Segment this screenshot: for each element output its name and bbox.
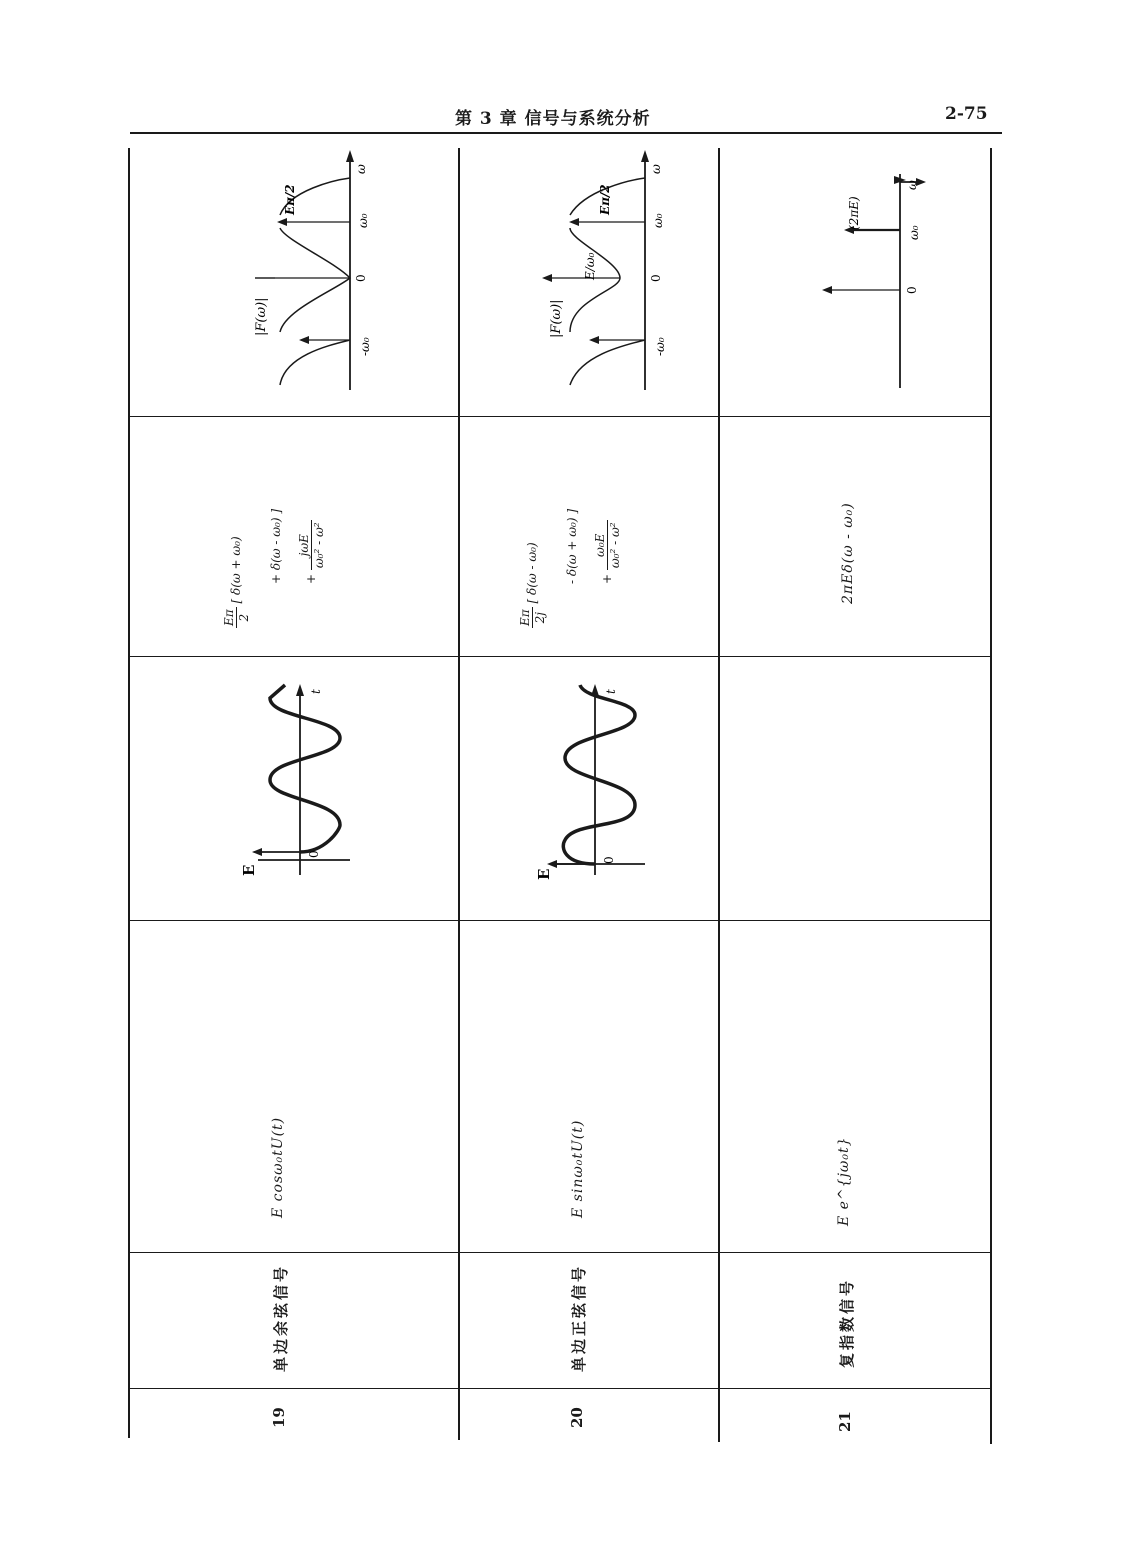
row-number: 19 <box>270 1407 288 1428</box>
chapter-title: 第 3 章 信号与系统分析 <box>455 109 651 129</box>
transform-line3-prefix: + <box>600 573 614 584</box>
transform-line3-den: ω₀² - ω² <box>312 522 326 569</box>
transform-line2: - δ(ω + ω₀) ] <box>565 508 579 584</box>
waveform-plot <box>525 680 655 890</box>
spectrum-label-pos: ω₀ <box>356 213 370 228</box>
wave-label-zero: 0 <box>307 850 321 858</box>
header-rule <box>130 132 1002 134</box>
spectrum-label-pos: ω₀ <box>651 213 665 228</box>
wave-label-e: E <box>535 868 553 880</box>
transform-frac-num: Eπ <box>222 609 236 626</box>
spectrum-label-zero: 0 <box>905 286 919 294</box>
signal-name: 复指数信号 <box>838 1277 856 1368</box>
column-divider <box>130 920 990 921</box>
fourier-transform: 2πEδ(ω - ω₀) <box>840 502 856 604</box>
spectrum-label-peak: Eπ/2 <box>283 184 297 215</box>
spectrum-label-mag: |F(ω)| <box>254 297 269 336</box>
transform-frac-den: 2j <box>533 612 547 624</box>
wave-label-zero: 0 <box>602 856 616 864</box>
spectrum-label-mid: E/ω₀ <box>583 252 597 280</box>
transform-line1: [ δ(ω - ω₀) <box>525 542 539 604</box>
waveform-plot <box>230 680 360 890</box>
spectrum-plot <box>540 150 730 400</box>
transform-line1: [ δ(ω + ω₀) <box>229 536 243 604</box>
column-divider <box>130 416 990 417</box>
row-divider <box>990 148 992 1444</box>
fourier-transform <box>222 509 326 628</box>
spectrum-plot <box>245 150 435 400</box>
spectrum-label-omega: ω <box>905 180 919 190</box>
transform-line3-num: ω₀E <box>593 520 608 570</box>
column-divider <box>130 1252 990 1253</box>
spectrum-label-zero: 0 <box>649 274 663 282</box>
spectrum-label-neg: -ω₀ <box>653 337 667 356</box>
transform-line2: + δ(ω - ω₀) ] <box>269 508 283 584</box>
signal-name: 单边余弦信号 <box>272 1263 290 1372</box>
page-number: 2-75 <box>945 104 988 124</box>
wave-label-e: E <box>240 864 258 876</box>
transform-line3-den: ω₀² - ω² <box>608 522 622 569</box>
wave-label-t: t <box>604 689 618 694</box>
row-number: 20 <box>568 1407 586 1428</box>
spectrum-label-zero: 0 <box>354 274 368 282</box>
transform-frac-num: Eπ <box>518 609 532 626</box>
spectrum-label-mag: |F(ω)| <box>549 299 564 338</box>
spectrum-label-omega: ω <box>354 164 368 174</box>
transform-line3-prefix: + <box>304 573 318 584</box>
wave-label-t: t <box>309 689 323 694</box>
fourier-transform <box>518 509 622 628</box>
spectrum-plot <box>820 160 950 400</box>
signal-expression: E cosω₀tU(t) <box>270 1116 286 1218</box>
column-divider <box>130 656 990 657</box>
signal-expression: E e^{jω₀t} <box>836 1136 852 1226</box>
column-divider <box>130 1388 990 1389</box>
spectrum-label-peak: Eπ/2 <box>598 184 612 215</box>
spectrum-label-pos: ω₀ <box>907 225 921 240</box>
row-divider <box>458 148 460 1440</box>
signal-expression: E sinω₀tU(t) <box>570 1119 586 1218</box>
signal-name: 单边正弦信号 <box>570 1263 588 1372</box>
spectrum-label-neg: -ω₀ <box>358 337 372 356</box>
transform-frac-den: 2 <box>237 613 251 622</box>
row-divider <box>128 148 130 1438</box>
transform-line3-num: jωE <box>297 520 312 570</box>
spectrum-label-peak: (2πE) <box>847 196 861 230</box>
row-number: 21 <box>836 1411 854 1432</box>
spectrum-label-omega: ω <box>649 164 663 174</box>
